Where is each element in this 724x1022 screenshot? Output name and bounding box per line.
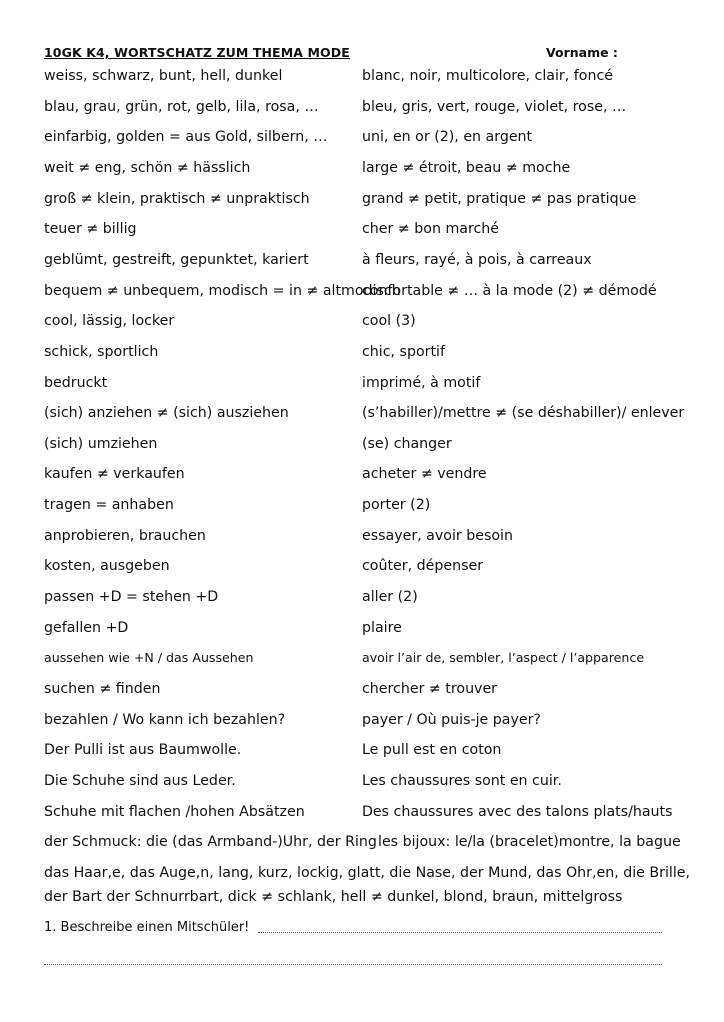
french-term: chic, sportif bbox=[362, 344, 445, 360]
appearance-line-2: der Bart der Schnurrbart, dick ≠ schlank, hell ≠ dunkel, blond, braun, mittelgross bbox=[44, 889, 623, 905]
french-term: avoir l’air de, sembler, l’aspect / l’apparence bbox=[362, 650, 645, 665]
french-term: plaire bbox=[362, 620, 402, 636]
french-term: grand ≠ petit, pratique ≠ pas pratique bbox=[362, 191, 637, 207]
vocab-row bbox=[0, 526, 724, 548]
vocab-row bbox=[0, 66, 724, 88]
vocab-row bbox=[0, 618, 724, 640]
french-term: acheter ≠ vendre bbox=[362, 466, 487, 482]
vocab-row bbox=[0, 250, 724, 272]
german-term: der Schmuck: die (das Armband-)Uhr, der Ring bbox=[44, 834, 377, 850]
german-term: bedruckt bbox=[44, 375, 108, 391]
worksheet-title: 10GK K4, WORTSCHATZ ZUM THEMA MODE bbox=[44, 45, 350, 60]
french-term: à fleurs, rayé, à pois, à carreaux bbox=[362, 252, 592, 268]
german-term: kaufen ≠ verkaufen bbox=[44, 466, 185, 482]
german-term: passen +D = stehen +D bbox=[44, 589, 219, 605]
german-term: bezahlen / Wo kann ich bezahlen? bbox=[44, 712, 286, 728]
german-term: geblümt, gestreift, gepunktet, kariert bbox=[44, 252, 309, 268]
german-term: blau, grau, grün, rot, gelb, lila, rosa, … bbox=[44, 99, 319, 115]
french-term: coûter, dépenser bbox=[362, 558, 484, 574]
german-term: anprobieren, brauchen bbox=[44, 528, 206, 544]
german-term: teuer ≠ billig bbox=[44, 221, 137, 237]
german-term: tragen = anhaben bbox=[44, 497, 174, 513]
exercise-prompt: 1. Beschreibe einen Mitschüler! bbox=[44, 920, 250, 935]
german-term: (sich) anziehen ≠ (sich) ausziehen bbox=[44, 405, 289, 421]
vocab-row bbox=[0, 403, 724, 425]
first-name-label: Vorname : bbox=[546, 45, 618, 60]
vocab-row bbox=[0, 189, 724, 211]
german-term: aussehen wie +N / das Aussehen bbox=[44, 650, 254, 665]
vocab-row bbox=[0, 679, 724, 701]
vocab-row bbox=[0, 342, 724, 364]
french-term: Des chaussures avec des talons plats/hauts bbox=[362, 804, 673, 820]
french-term: blanc, noir, multicolore, clair, foncé bbox=[362, 68, 613, 84]
german-term: weit ≠ eng, schön ≠ hässlich bbox=[44, 160, 251, 176]
french-term: bleu, gris, vert, rouge, violet, rose, … bbox=[362, 99, 627, 115]
german-term: schick, sportlich bbox=[44, 344, 159, 360]
french-term: (se) changer bbox=[362, 436, 452, 452]
german-term: einfarbig, golden = aus Gold, silbern, … bbox=[44, 129, 328, 145]
french-term: essayer, avoir besoin bbox=[362, 528, 513, 544]
french-term: chercher ≠ trouver bbox=[362, 681, 498, 697]
vocab-row bbox=[0, 556, 724, 578]
french-term: cher ≠ bon marché bbox=[362, 221, 500, 237]
german-term: (sich) umziehen bbox=[44, 436, 158, 452]
vocab-row bbox=[0, 587, 724, 609]
french-term: Le pull est en coton bbox=[362, 742, 502, 758]
vocab-row bbox=[0, 311, 724, 333]
vocab-row bbox=[0, 97, 724, 119]
french-term: large ≠ étroit, beau ≠ moche bbox=[362, 160, 571, 176]
vocab-row bbox=[0, 740, 724, 762]
german-term: Der Pulli ist aus Baumwolle. bbox=[44, 742, 242, 758]
vocab-row bbox=[0, 219, 724, 241]
vocab-row bbox=[0, 495, 724, 517]
answer-line-2[interactable] bbox=[44, 964, 662, 965]
french-term: uni, en or (2), en argent bbox=[362, 129, 533, 145]
german-term: suchen ≠ finden bbox=[44, 681, 161, 697]
vocab-row bbox=[0, 158, 724, 180]
vocab-row bbox=[0, 434, 724, 456]
vocab-row bbox=[0, 710, 724, 732]
french-term: les bijoux: le/la (bracelet)montre, la bague bbox=[378, 834, 681, 850]
french-term: Les chaussures sont en cuir. bbox=[362, 773, 562, 789]
german-term: weiss, schwarz, bunt, hell, dunkel bbox=[44, 68, 283, 84]
german-term: Die Schuhe sind aus Leder. bbox=[44, 773, 236, 789]
german-term: Schuhe mit flachen /hohen Absätzen bbox=[44, 804, 305, 820]
french-term: porter (2) bbox=[362, 497, 431, 513]
french-term: (s’habiller)/mettre ≠ (se déshabiller)/ enlever bbox=[362, 405, 685, 421]
german-term: kosten, ausgeben bbox=[44, 558, 170, 574]
vocab-row bbox=[0, 771, 724, 793]
vocab-row bbox=[0, 127, 724, 149]
german-term: cool, lässig, locker bbox=[44, 313, 175, 329]
vocab-row bbox=[0, 281, 724, 303]
vocab-row bbox=[0, 464, 724, 486]
french-term: payer / Où puis-je payer? bbox=[362, 712, 541, 728]
french-term: imprimé, à motif bbox=[362, 375, 481, 391]
german-term: groß ≠ klein, praktisch ≠ unpraktisch bbox=[44, 191, 310, 207]
vocab-row bbox=[0, 802, 724, 824]
appearance-line-1: das Haar,e, das Auge,n, lang, kurz, lockig, glatt, die Nase, der Mund, das Ohr,en, die Brille, bbox=[44, 865, 691, 881]
vocab-row bbox=[0, 373, 724, 395]
vocab-row bbox=[0, 648, 724, 670]
german-term: gefallen +D bbox=[44, 620, 129, 636]
french-term: aller (2) bbox=[362, 589, 418, 605]
answer-line-1[interactable] bbox=[258, 932, 662, 933]
french-term: cool (3) bbox=[362, 313, 416, 329]
french-term: confortable ≠ … à la mode (2) ≠ démodé bbox=[362, 283, 657, 299]
german-term: bequem ≠ unbequem, modisch = in ≠ altmodisch bbox=[44, 283, 401, 299]
vocab-row bbox=[0, 832, 724, 854]
